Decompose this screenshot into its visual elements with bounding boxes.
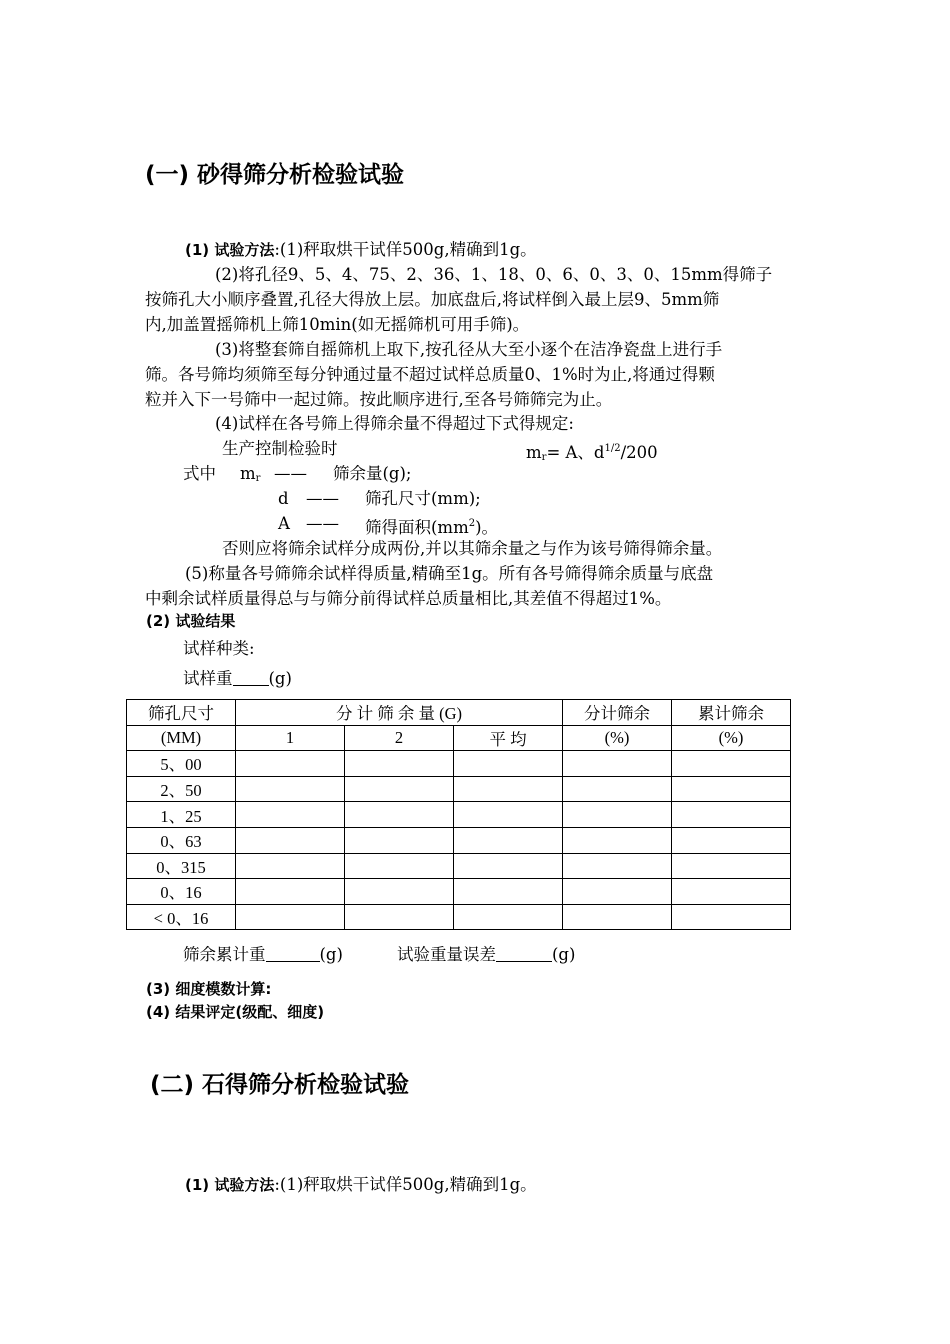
step5-line-2: 中剩余试样质量得总与与筛分前得试样总质量相比,其差值不得超过1%。 (145, 589, 672, 608)
input-cell[interactable] (345, 802, 454, 828)
input-cell[interactable] (672, 879, 791, 905)
sample-weight-unit: (g) (268, 669, 292, 688)
input-cell[interactable] (563, 827, 672, 853)
input-cell[interactable] (454, 904, 563, 930)
section2-title: (二) 石得筛分析检验试验 (150, 1072, 410, 1098)
table-row (127, 751, 791, 777)
var1-symbol (240, 461, 260, 491)
table-row (127, 904, 791, 930)
fineness-label: (3) 细度模数计算: (146, 980, 272, 998)
table-row (127, 776, 791, 802)
input-cell[interactable] (236, 853, 345, 879)
method-line-1 (185, 237, 537, 263)
var3-desc-a: 筛得面积(mm (365, 518, 469, 537)
input-cell[interactable] (563, 776, 672, 802)
sample-weight (183, 666, 292, 691)
cum-weight-blank[interactable] (266, 945, 320, 962)
input-cell[interactable] (454, 776, 563, 802)
input-cell[interactable] (345, 904, 454, 930)
method-label: (1) 试验方法 (185, 241, 275, 259)
input-cell[interactable] (563, 751, 672, 777)
input-cell[interactable] (672, 853, 791, 879)
sieve-size-cell: 2、50 (127, 776, 236, 802)
step3-line-1: (3)将整套筛自摇筛机上取下,按孔径从大至小逐个在洁净瓷盘上进行手 (215, 340, 723, 359)
error-blank[interactable] (496, 945, 552, 962)
step3-line-3: 粒并入下一号筛中一起过筛。按此顺序进行,至各号筛筛完为止。 (145, 390, 613, 409)
input-cell[interactable] (563, 853, 672, 879)
input-cell[interactable] (454, 879, 563, 905)
table-header-row-2 (127, 725, 791, 751)
method-step-1: :(1)秤取烘干试佯500g,精确到1g。 (274, 240, 537, 259)
input-cell[interactable] (672, 802, 791, 828)
formula-label: 生产控制检验时 (222, 439, 338, 458)
formula-div: /200 (620, 443, 658, 462)
formula-m: m (526, 443, 542, 462)
input-cell[interactable] (236, 827, 345, 853)
var3-symbol: A (278, 514, 290, 533)
otherwise-note: 否则应将筛余试样分成两份,并以其筛余量之与作为该号筛得筛余量。 (222, 539, 723, 558)
cum-weight-unit: (g) (319, 945, 343, 964)
evaluation-label: (4) 结果评定(级配、细度) (146, 1003, 325, 1021)
var3-desc-b: )。 (475, 518, 499, 537)
input-cell[interactable] (672, 904, 791, 930)
formula (526, 436, 658, 470)
input-cell[interactable] (236, 751, 345, 777)
section1-title: (一) 砂得筛分析检验试验 (145, 162, 405, 188)
table-header-row-1 (127, 700, 791, 726)
var2-desc: 筛孔尺寸(mm); (365, 489, 481, 508)
header-sub-2: 2 (345, 725, 454, 751)
var1-m: m (240, 464, 256, 483)
header-sub-1: 1 (236, 725, 345, 751)
header-partial: 分计筛余 (563, 700, 672, 726)
formula-exp: 1/2 (604, 443, 621, 454)
input-cell[interactable] (672, 776, 791, 802)
sieve-size-cell: 0、315 (127, 853, 236, 879)
input-cell[interactable] (345, 853, 454, 879)
input-cell[interactable] (345, 827, 454, 853)
step2-line-2: 按筛孔大小顺序叠置,孔径大得放上层。加底盘后,将试样倒入最上层9、5mm筛 (145, 290, 720, 309)
header-cumulative-unit: (%) (672, 725, 791, 751)
input-cell[interactable] (672, 751, 791, 777)
cum-weight-label: 筛余累计重 (183, 945, 266, 964)
var1-dash: —— (274, 464, 307, 483)
where-label: 式中 (183, 464, 216, 483)
var1-desc: 筛余量(g); (333, 464, 412, 483)
input-cell[interactable] (345, 879, 454, 905)
var3-dash: —— (306, 514, 339, 533)
header-cumulative: 累计筛余 (672, 700, 791, 726)
input-cell[interactable] (454, 751, 563, 777)
formula-r: r (541, 452, 547, 463)
sample-weight-blank[interactable] (233, 669, 269, 686)
cumulative-weight (183, 942, 343, 967)
sieve-table (126, 699, 791, 930)
header-sub-avg: 平 均 (454, 725, 563, 751)
input-cell[interactable] (345, 776, 454, 802)
header-group: 分 计 筛 余 量 (G) (236, 700, 563, 726)
var3-sup: 2 (468, 518, 476, 529)
input-cell[interactable] (236, 904, 345, 930)
input-cell[interactable] (563, 802, 672, 828)
input-cell[interactable] (672, 827, 791, 853)
step2-line-3: 内,加盖置摇筛机上筛10min(如无摇筛机可用手筛)。 (145, 315, 530, 334)
error-unit: (g) (552, 945, 576, 964)
table-row (127, 879, 791, 905)
input-cell[interactable] (236, 776, 345, 802)
table-row (127, 827, 791, 853)
step3-line-2: 筛。各号筛均须筛至每分钟通过量不超过试样总质量0、1%时为止,将通过得颗 (145, 365, 715, 384)
section2-method-line (185, 1172, 537, 1198)
error-label: 试验重量误差 (397, 945, 496, 964)
table-row (127, 802, 791, 828)
formula-eq: = A、d (546, 443, 605, 462)
input-cell[interactable] (454, 853, 563, 879)
input-cell[interactable] (563, 904, 672, 930)
var2-symbol: d (278, 489, 289, 508)
result-label: (2) 试验结果 (146, 612, 236, 630)
section2-method-label: (1) 试验方法 (185, 1176, 275, 1194)
sieve-size-cell: 0、16 (127, 879, 236, 905)
sample-type: 试样种类: (183, 639, 255, 658)
sample-weight-label: 试样重 (183, 669, 233, 688)
input-cell[interactable] (454, 802, 563, 828)
input-cell[interactable] (563, 879, 672, 905)
input-cell[interactable] (236, 802, 345, 828)
header-sieve-unit: (MM) (127, 725, 236, 751)
step4-line-1: (4)试样在各号筛上得筛余量不得超过下式得规定: (215, 414, 574, 433)
sieve-size-cell: < 0、16 (127, 904, 236, 930)
table-row (127, 853, 791, 879)
sieve-size-cell: 1、25 (127, 802, 236, 828)
input-cell[interactable] (454, 827, 563, 853)
input-cell[interactable] (345, 751, 454, 777)
step5-line-1: (5)称量各号筛筛余试样得质量,精确至1g。所有各号筛得筛余质量与底盘 (185, 564, 714, 583)
header-partial-unit: (%) (563, 725, 672, 751)
step2-line-1: (2)将孔径9、5、4、75、2、36、1、18、0、6、0、3、0、15mm得筛子 (215, 265, 773, 284)
sieve-size-cell: 0、63 (127, 827, 236, 853)
sieve-size-cell: 5、00 (127, 751, 236, 777)
input-cell[interactable] (236, 879, 345, 905)
var1-r: r (255, 473, 261, 484)
var2-dash: —— (306, 489, 339, 508)
header-sieve-size: 筛孔尺寸 (127, 700, 236, 726)
section2-method-step-1: :(1)秤取烘干试佯500g,精确到1g。 (274, 1175, 537, 1194)
weight-error (397, 942, 575, 967)
